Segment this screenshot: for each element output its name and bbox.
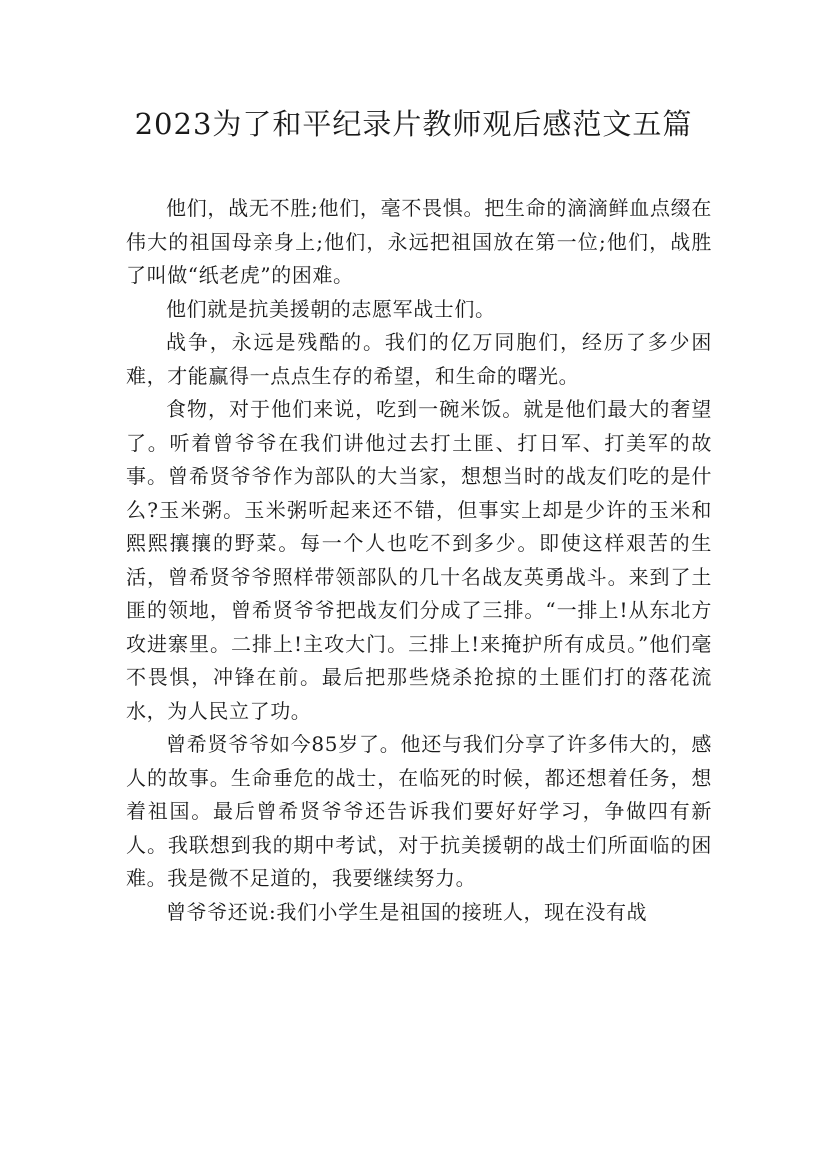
paragraph-1: 他们，战无不胜;他们，毫不畏惧。把生命的滴滴鲜血点缀在伟大的祖国母亲身上;他们，永远把祖国放在第一位;他们，战胜了叫做“纸老虎”的困难。 [126,196,712,287]
document-body [126,192,712,929]
paragraph-4: 食物，对于他们来说，吃到一碗米饭。就是他们最大的奢望了。听着曾爷爷在我们讲他过去打土匪、打日军、打美军的故事。曾希贤爷爷作为部队的大当家，想想当时的战友们吃的是什么?玉米粥。玉米粥听起来还不错，但事实上却是少许的玉米和熙熙攘攘的野菜。每一个人也吃不到多少。即使这样艰苦的生活，曾希贤爷爷照样带领部队的几十名战友英勇战斗。来到了土匪的领地，曾希贤爷爷把战友们分成了三排。“一排上!从东北方攻进寨里。二排上!主攻大门。三排上!来掩护所有成员。”他们毫不畏惧，冲锋在前。最后把那些烧杀抢掠的土匪们打的落花流水，为人民立了功。 [126,397,712,723]
paragraph-3: 战争，永远是残酷的。我们的亿万同胞们，经历了多少困难，才能赢得一点点生存的希望，和生命的曙光。 [126,330,712,388]
paragraph-2: 他们就是抗美援朝的志愿军战士们。 [166,296,496,321]
document-title: 2023为了和平纪录片教师观后感范文五篇 [134,107,693,141]
paragraph-6: 曾爷爷还说:我们小学生是祖国的接班人，现在没有战 [166,899,648,924]
paragraph-5: 曾希贤爷爷如今85岁了。他还与我们分享了许多伟大的，感人的故事。生命垂危的战士，在临死的时候，都还想着任务，想着祖国。最后曾希贤爷爷还告诉我们要好好学习，争做四有新人。我联想到我的期中考试，对于抗美援朝的战士们所面临的困难。我是微不足道的，我要继续努力。 [126,732,712,890]
